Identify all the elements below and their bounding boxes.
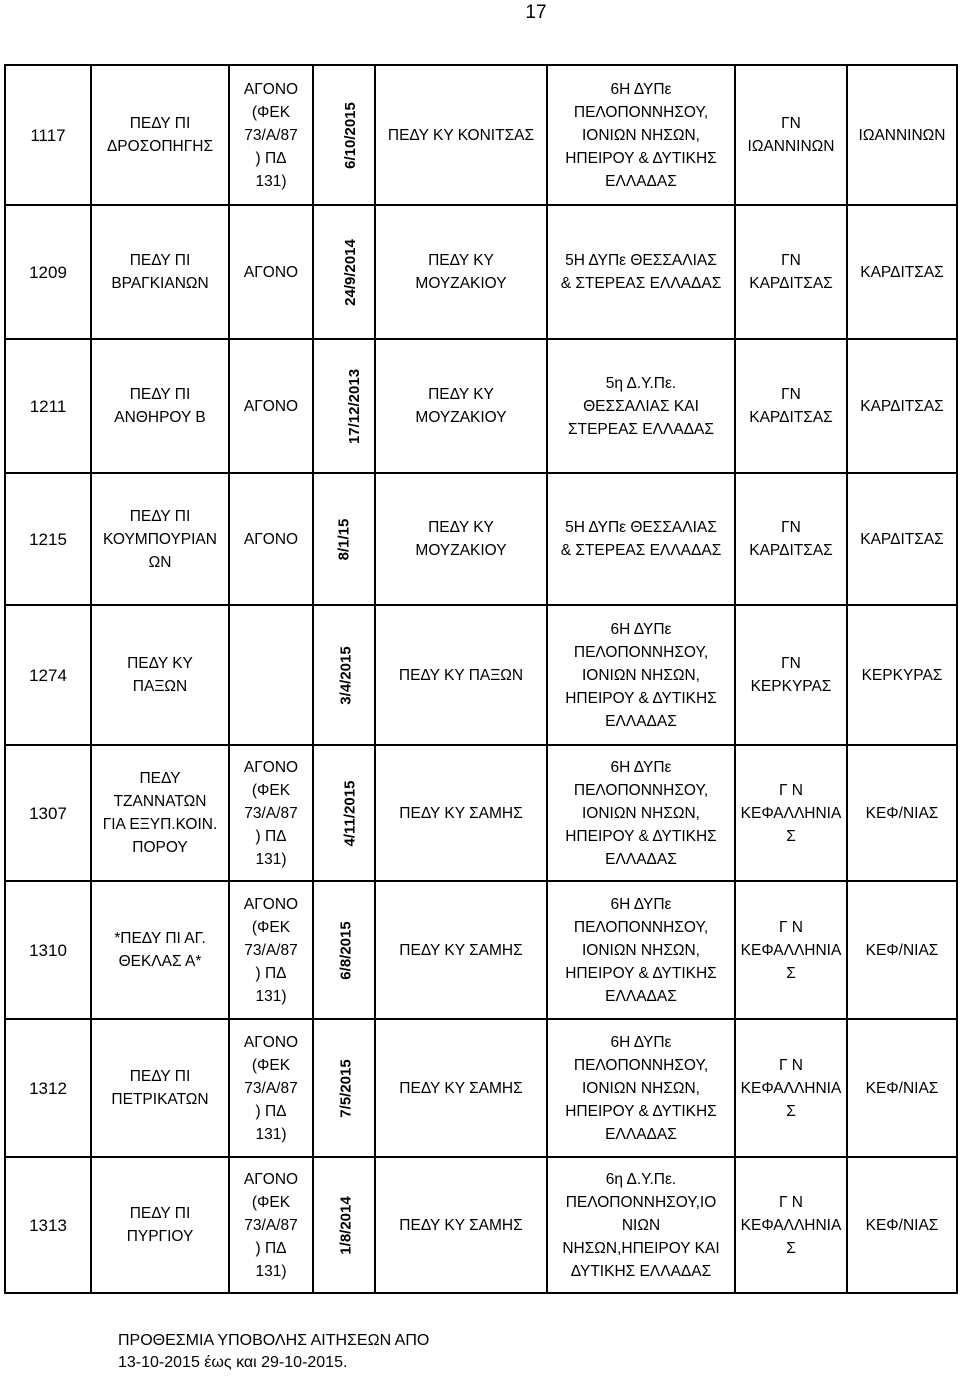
- cell-type: ΑΓΟΝΟ (ΦΕΚ 73/Α/87 ) ΠΔ 131): [229, 745, 313, 881]
- cell-prefecture: ΙΩΑΝΝΙΝΩΝ: [847, 65, 957, 205]
- cell-hospital: Γ Ν ΚΕΦΑΛΛΗΝΙΑΣ: [735, 1019, 847, 1157]
- table-row: [5, 473, 957, 605]
- cell-health-region: 6Η ΔΥΠε ΠΕΛΟΠΟΝΝΗΣΟΥ, ΙΟΝΙΩΝ ΝΗΣΩΝ, ΗΠΕΙΡΟΥ & ΔΥΤΙΚΗΣ ΕΛΛΑΔΑΣ: [547, 745, 735, 881]
- date-text: 17/12/2013: [346, 368, 364, 444]
- cell-health-region: 6η Δ.Υ.Πε. ΠΕΛΟΠΟΝΝΗΣΟΥ,ΙΟ ΝΙΩΝ ΝΗΣΩΝ,ΗΠΕΙΡΟΥ ΚΑΙ ΔΥΤΙΚΗΣ ΕΛΛΑΔΑΣ: [547, 1157, 735, 1293]
- cell-health-center: ΠΕΔΥ ΚΥ ΣΑΜΗΣ: [375, 1019, 547, 1157]
- cell-name: ΠΕΔΥ ΠΙ ΠΕΤΡΙΚΑΤΩΝ: [91, 1019, 229, 1157]
- table-row: [5, 605, 957, 745]
- cell-type: ΑΓΟΝΟ (ΦΕΚ 73/Α/87 ) ΠΔ 131): [229, 1157, 313, 1293]
- cell-hospital: ΓΝ ΙΩΑΝΝΙΝΩΝ: [735, 65, 847, 205]
- cell-date: [313, 1019, 375, 1157]
- date-text: 3/4/2015: [337, 645, 355, 705]
- cell-type: ΑΓΟΝΟ (ΦΕΚ 73/Α/87 ) ΠΔ 131): [229, 881, 313, 1019]
- date-text: 4/11/2015: [341, 780, 359, 846]
- cell-hospital: ΓΝ ΚΑΡΔΙΤΣΑΣ: [735, 473, 847, 605]
- date-text: 8/1/15: [335, 518, 353, 560]
- table-row: [5, 745, 957, 881]
- footer-line-1: ΠΡΟΘΕΣΜΙΑ ΥΠΟΒΟΛΗΣ ΑΙΤΗΣΕΩΝ ΑΠΟ: [118, 1332, 430, 1349]
- cell-name: ΠΕΔΥ ΤΖΑΝΝΑΤΩΝ ΓΙΑ ΕΞΥΠ.ΚΟΙΝ. ΠΟΡΟΥ: [91, 745, 229, 881]
- cell-name: ΠΕΔΥ ΠΙ ΔΡΟΣΟΠΗΓΗΣ: [91, 65, 229, 205]
- cell-code: 1209: [5, 205, 91, 339]
- cell-health-region: 6Η ΔΥΠε ΠΕΛΟΠΟΝΝΗΣΟΥ, ΙΟΝΙΩΝ ΝΗΣΩΝ, ΗΠΕΙΡΟΥ & ΔΥΤΙΚΗΣ ΕΛΛΑΔΑΣ: [547, 65, 735, 205]
- cell-type: ΑΓΟΝΟ (ΦΕΚ 73/Α/87 ) ΠΔ 131): [229, 65, 313, 205]
- cell-hospital: Γ Ν ΚΕΦΑΛΛΗΝΙΑΣ: [735, 881, 847, 1019]
- cell-code: 1312: [5, 1019, 91, 1157]
- cell-name: ΠΕΔΥ ΠΙ ΑΝΘΗΡΟΥ Β: [91, 339, 229, 473]
- cell-type: ΑΓΟΝΟ (ΦΕΚ 73/Α/87 ) ΠΔ 131): [229, 1019, 313, 1157]
- cell-date: [313, 745, 375, 881]
- date-text: 6/10/2015: [341, 101, 359, 169]
- cell-date: [313, 205, 375, 339]
- cell-date: [313, 605, 375, 745]
- cell-code: 1310: [5, 881, 91, 1019]
- cell-code: 1211: [5, 339, 91, 473]
- cell-type: ΑΓΟΝΟ: [229, 473, 313, 605]
- cell-health-region: 5Η ΔΥΠε ΘΕΣΣΑΛΙΑΣ & ΣΤΕΡΕΑΣ ΕΛΛΑΔΑΣ: [547, 205, 735, 339]
- cell-prefecture: ΚΕΦ/ΝΙΑΣ: [847, 1019, 957, 1157]
- table-row: [5, 339, 957, 473]
- table-row: [5, 205, 957, 339]
- cell-date: [313, 65, 375, 205]
- cell-name: ΠΕΔΥ ΠΙ ΠΥΡΓΙΟΥ: [91, 1157, 229, 1293]
- cell-health-center: ΠΕΔΥ ΚΥ ΠΑΞΩΝ: [375, 605, 547, 745]
- cell-health-center: ΠΕΔΥ ΚΥ ΣΑΜΗΣ: [375, 745, 547, 881]
- cell-health-center: ΠΕΔΥ ΚΥ ΜΟΥΖΑΚΙΟΥ: [375, 205, 547, 339]
- footer-note: [118, 1330, 429, 1374]
- date-text: 6/8/2015: [337, 920, 355, 980]
- footer-line-2: 13-10-2015 έως και 29-10-2015.: [118, 1354, 348, 1371]
- cell-code: 1313: [5, 1157, 91, 1293]
- table-row: [5, 1157, 957, 1293]
- cell-code: 1215: [5, 473, 91, 605]
- cell-date: [313, 1157, 375, 1293]
- cell-date: [313, 339, 375, 473]
- cell-health-center: ΠΕΔΥ ΚΥ ΚΟΝΙΤΣΑΣ: [375, 65, 547, 205]
- cell-health-region: 5Η ΔΥΠε ΘΕΣΣΑΛΙΑΣ & ΣΤΕΡΕΑΣ ΕΛΛΑΔΑΣ: [547, 473, 735, 605]
- cell-type: ΑΓΟΝΟ: [229, 339, 313, 473]
- cell-health-region: 6Η ΔΥΠε ΠΕΛΟΠΟΝΝΗΣΟΥ, ΙΟΝΙΩΝ ΝΗΣΩΝ, ΗΠΕΙΡΟΥ & ΔΥΤΙΚΗΣ ΕΛΛΑΔΑΣ: [547, 881, 735, 1019]
- cell-code: 1307: [5, 745, 91, 881]
- cell-prefecture: ΚΑΡΔΙΤΣΑΣ: [847, 339, 957, 473]
- cell-name: *ΠΕΔΥ ΠΙ ΑΓ. ΘΕΚΛΑΣ Α*: [91, 881, 229, 1019]
- cell-health-center: ΠΕΔΥ ΚΥ ΣΑΜΗΣ: [375, 881, 547, 1019]
- cell-hospital: ΓΝ ΚΕΡΚΥΡΑΣ: [735, 605, 847, 745]
- cell-health-region: 5η Δ.Υ.Πε. ΘΕΣΣΑΛΙΑΣ ΚΑΙ ΣΤΕΡΕΑΣ ΕΛΛΑΔΑΣ: [547, 339, 735, 473]
- cell-type: [229, 605, 313, 745]
- cell-health-region: 6Η ΔΥΠε ΠΕΛΟΠΟΝΝΗΣΟΥ, ΙΟΝΙΩΝ ΝΗΣΩΝ, ΗΠΕΙΡΟΥ & ΔΥΤΙΚΗΣ ΕΛΛΑΔΑΣ: [547, 605, 735, 745]
- date-text: 7/5/2015: [337, 1058, 355, 1118]
- cell-type: ΑΓΟΝΟ: [229, 205, 313, 339]
- cell-prefecture: ΚΑΡΔΙΤΣΑΣ: [847, 205, 957, 339]
- cell-hospital: ΓΝ ΚΑΡΔΙΤΣΑΣ: [735, 339, 847, 473]
- cell-health-center: ΠΕΔΥ ΚΥ ΣΑΜΗΣ: [375, 1157, 547, 1293]
- page-number: 17: [525, 2, 547, 23]
- cell-prefecture: ΚΕΦ/ΝΙΑΣ: [847, 745, 957, 881]
- cell-code: 1274: [5, 605, 91, 745]
- cell-prefecture: ΚΕΦ/ΝΙΑΣ: [847, 881, 957, 1019]
- cell-date: [313, 881, 375, 1019]
- cell-code: 1117: [5, 65, 91, 205]
- cell-prefecture: ΚΑΡΔΙΤΣΑΣ: [847, 473, 957, 605]
- cell-prefecture: ΚΕΡΚΥΡΑΣ: [847, 605, 957, 745]
- date-text: 1/8/2014: [337, 1195, 355, 1255]
- cell-name: ΠΕΔΥ ΠΙ ΒΡΑΓΚΙΑΝΩΝ: [91, 205, 229, 339]
- positions-table: [4, 64, 958, 1294]
- cell-health-center: ΠΕΔΥ ΚΥ ΜΟΥΖΑΚΙΟΥ: [375, 473, 547, 605]
- cell-name: ΠΕΔΥ ΠΙ ΚΟΥΜΠΟΥΡΙΑΝ ΩΝ: [91, 473, 229, 605]
- table-body: [5, 65, 957, 1293]
- table-row: [5, 1019, 957, 1157]
- cell-date: [313, 473, 375, 605]
- cell-hospital: Γ Ν ΚΕΦΑΛΛΗΝΙΑΣ: [735, 1157, 847, 1293]
- cell-hospital: Γ Ν ΚΕΦΑΛΛΗΝΙΑΣ: [735, 745, 847, 881]
- cell-health-center: ΠΕΔΥ ΚΥ ΜΟΥΖΑΚΙΟΥ: [375, 339, 547, 473]
- cell-hospital: ΓΝ ΚΑΡΔΙΤΣΑΣ: [735, 205, 847, 339]
- cell-name: ΠΕΔΥ ΚΥ ΠΑΞΩΝ: [91, 605, 229, 745]
- table-row: [5, 65, 957, 205]
- date-text: 24/9/2014: [341, 238, 359, 306]
- cell-prefecture: ΚΕΦ/ΝΙΑΣ: [847, 1157, 957, 1293]
- cell-health-region: 6Η ΔΥΠε ΠΕΛΟΠΟΝΝΗΣΟΥ, ΙΟΝΙΩΝ ΝΗΣΩΝ, ΗΠΕΙΡΟΥ & ΔΥΤΙΚΗΣ ΕΛΛΑΔΑΣ: [547, 1019, 735, 1157]
- table-row: [5, 881, 957, 1019]
